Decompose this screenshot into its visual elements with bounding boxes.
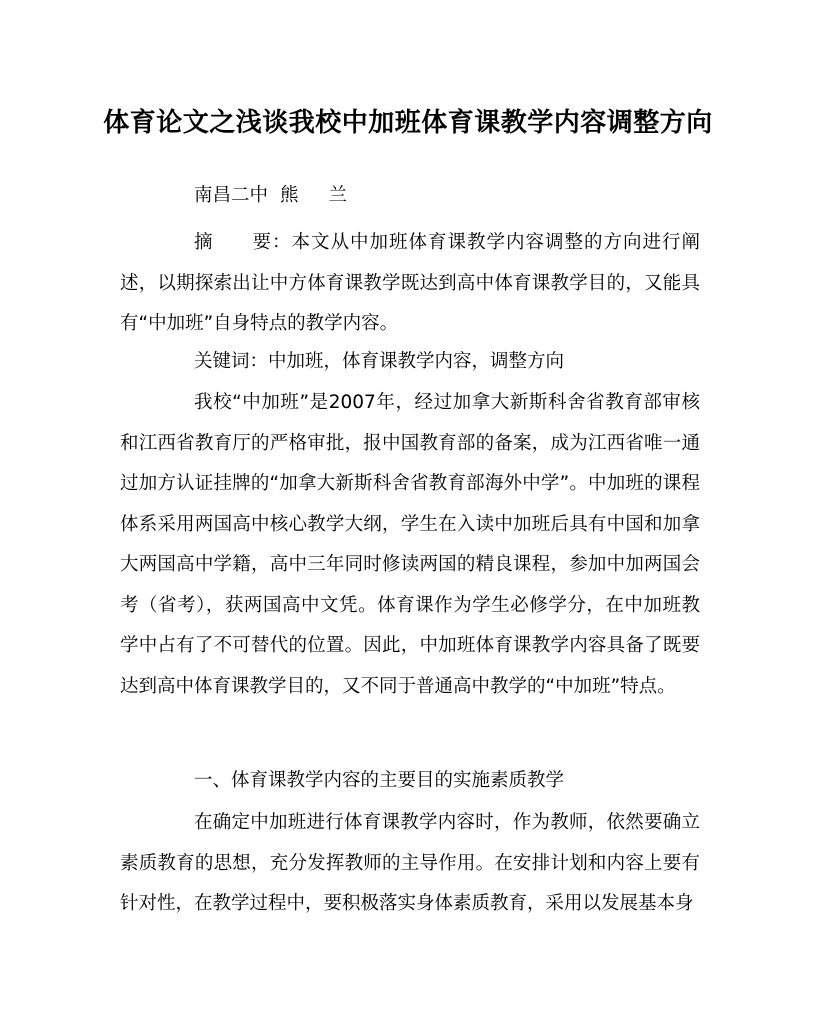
section-heading: 一、体育课教学内容的主要目的实施素质教学 bbox=[194, 770, 565, 791]
keywords-paragraph: 关键词：中加班，体育课教学内容，调整方向 bbox=[194, 351, 565, 372]
author-given-name: 兰 bbox=[328, 185, 348, 206]
author-school: 南昌二中 bbox=[194, 185, 269, 206]
abstract-paragraph: 摘 要：本文从中加班体育课教学内容调整的方向进行阐述，以期探索出让中方体育课教学既达到高中体育课教学目的，又能具有“中加班”自身特点的教学内容。 bbox=[120, 232, 700, 334]
section-paragraph: 在确定中加班进行体育课教学内容时，作为教师，依然要确立素质教育的思想，充分发挥教师的主导作用。在安排计划和内容上要有针对性，在教学过程中，要积极落实身体素质教育，采用以发展基本身 bbox=[120, 812, 700, 914]
author-surname: 熊 bbox=[280, 185, 299, 206]
intro-paragraph: 我校“中加班”是2007年，经过加拿大新斯科舍省教育部审核和江西省教育厅的严格审批，报中国教育部的备案，成为江西省唯一通过加方认证挂牌的“加拿大新斯科舍省教育部海外中学”。中加班的课程体系采用两国高中核心教学大纲，学生在入读中加班后具有中国和加拿大两国高中学籍，高中三年同时修读两国的精良课程，参加中加两国会考（省考），获两国高中文凭。体育课作为学生必修学分，在中加班教学中占有了不可替代的位置。因此，中加班体育课教学内容具备了既要达到高中体育课教学目的，又不同于普通高中教学的“中加班”特点。 bbox=[120, 392, 700, 697]
author-line bbox=[194, 184, 347, 208]
document-title: 体育论文之浅谈我校中加班体育课教学内容调整方向 bbox=[103, 108, 713, 138]
